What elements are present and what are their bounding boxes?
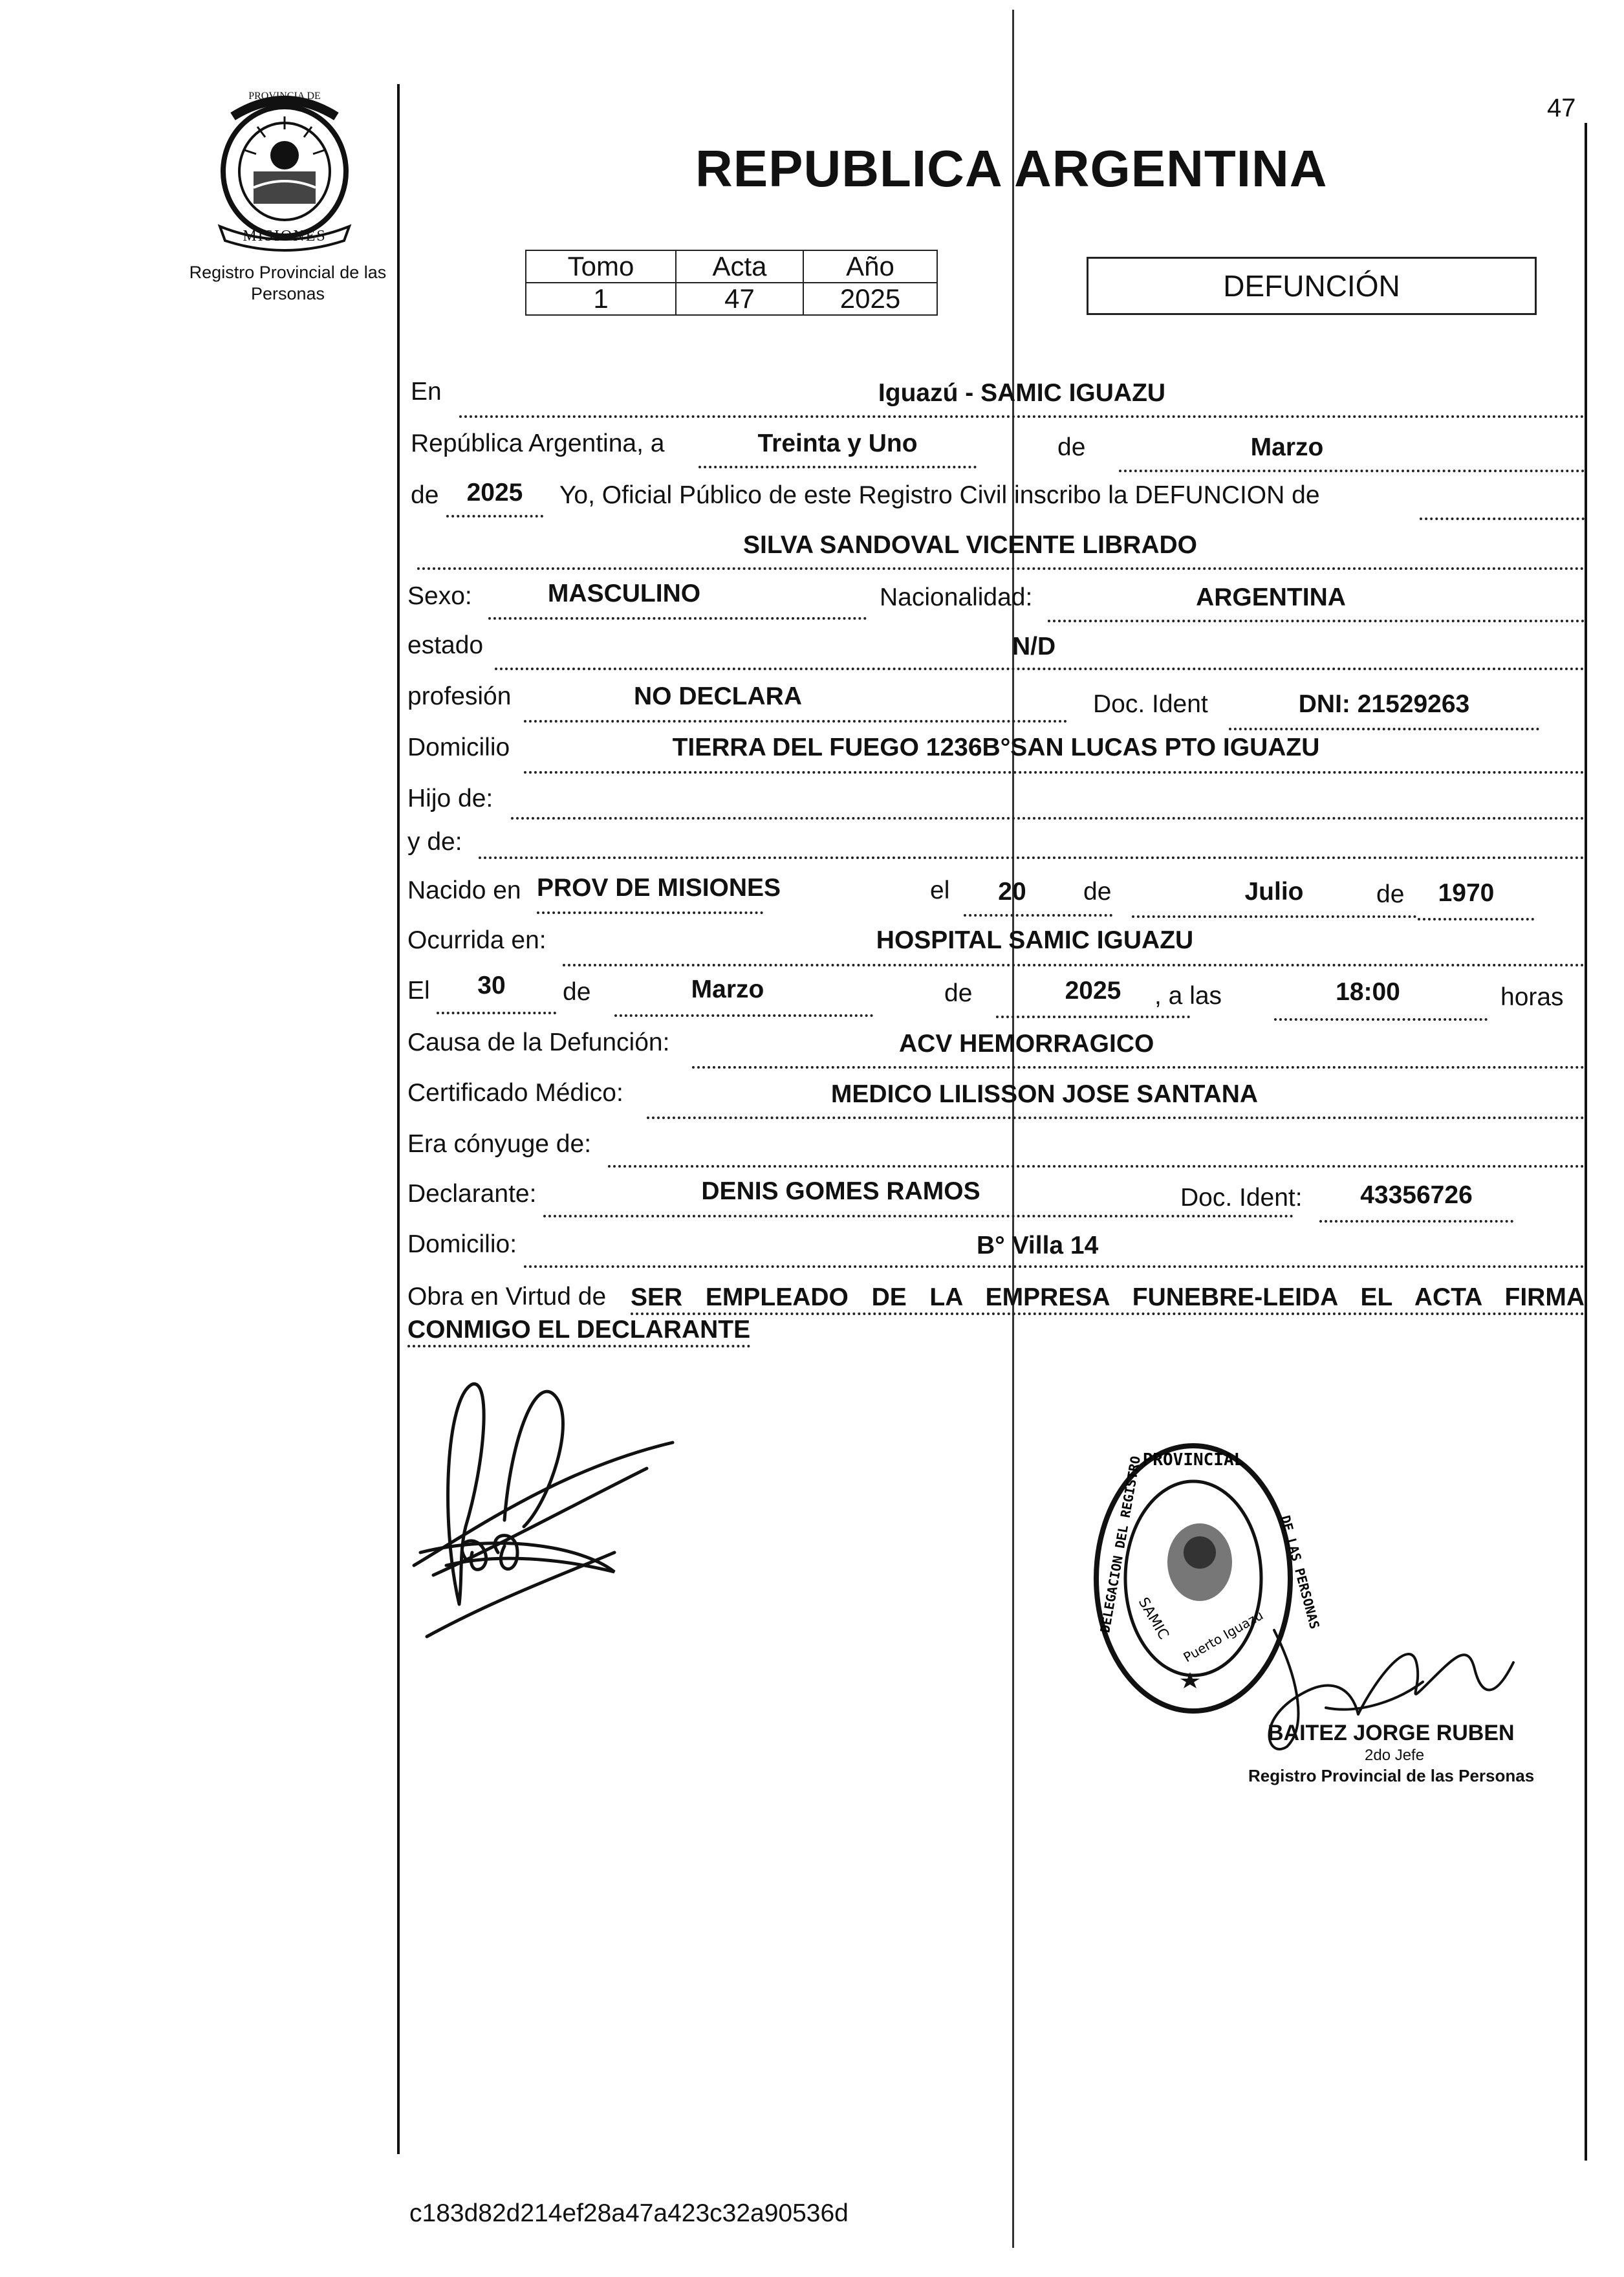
svg-text:DE LAS PERSONAS: DE LAS PERSONAS — [1277, 1514, 1323, 1631]
nacionalidad-value: ARGENTINA — [1196, 583, 1346, 611]
dotted-line — [996, 1016, 1190, 1018]
document-type-box: DEFUNCIÓN — [1087, 257, 1537, 315]
ocurrida-label: Ocurrida en: — [407, 926, 547, 954]
dotted-line — [543, 1215, 1294, 1217]
row-profesion — [407, 677, 1585, 723]
dotted-line — [511, 817, 1585, 820]
dotted-line — [495, 668, 1585, 670]
domicilio-label: Domicilio — [407, 734, 510, 761]
obra-line1: SER EMPLEADO DE LA EMPRESA FUNEBRE-LEIDA EL ACTA FIRMA — [631, 1283, 1585, 1315]
de-label: de — [1376, 880, 1405, 908]
sexo-value: MASCULINO — [547, 580, 701, 607]
row-fecha-inscripcion — [407, 427, 1585, 472]
anio-value: 2025 — [803, 283, 937, 315]
domicilio-value: TIERRA DEL FUEGO 1236B°SAN LUCAS PTO IGUAZU — [672, 734, 1320, 761]
estado-value: N/D — [1012, 633, 1056, 660]
obra-line2: CONMIGO EL DECLARANTE — [407, 1315, 750, 1347]
nacido-label: Nacido en — [407, 877, 521, 904]
logo-text-top: PROVINCIA DE — [248, 91, 321, 102]
de-label: de — [411, 481, 439, 509]
dotted-line — [417, 567, 1585, 570]
estado-label: estado — [407, 631, 484, 659]
record-table — [525, 250, 938, 316]
doc-value: DNI: 21529263 — [1298, 690, 1470, 718]
de-label: de — [1057, 433, 1086, 461]
row-fecha-defuncion — [407, 969, 1585, 1014]
right-margin-rule — [1585, 123, 1587, 2161]
row-nombre — [407, 527, 1585, 572]
row-domicilio-declarante — [407, 1223, 1585, 1268]
causa-label: Causa de la Defunción: — [407, 1029, 670, 1056]
row-sexo — [407, 577, 1585, 622]
nacionalidad-label: Nacionalidad: — [880, 583, 1033, 611]
profesion-value: NO DECLARA — [634, 682, 802, 710]
official-org: Registro Provincial de las Personas — [1248, 1766, 1535, 1785]
de-label: de — [1083, 878, 1112, 906]
nacido-en-value: PROV DE MISIONES — [537, 874, 781, 902]
dotted-line — [698, 466, 977, 468]
logo-text-bottom: MISIONES — [243, 228, 327, 245]
page-title: REPUBLICA ARGENTINA — [695, 140, 1328, 197]
dotted-line — [1420, 518, 1585, 520]
acta-header: Acta — [676, 250, 803, 283]
document-hash: c183d82d214ef28a47a423c32a90536d — [409, 2199, 849, 2227]
dotted-line — [488, 617, 867, 620]
dotted-line — [563, 964, 1585, 966]
dotted-line — [964, 914, 1112, 917]
declarant-signature — [401, 1358, 692, 1643]
dotted-line — [1119, 470, 1585, 472]
causa-value: ACV HEMORRAGICO — [899, 1030, 1154, 1058]
hora-value: 18:00 — [1336, 978, 1400, 1006]
row-hijo — [407, 779, 1585, 825]
certificado-value: MEDICO LILISSON JOSE SANTANA — [830, 1080, 1259, 1108]
republica-label: República Argentina, a — [411, 430, 665, 457]
oficial-text: Yo, Oficial Público de este Registro Civil inscribo la DEFUNCION de — [559, 481, 1320, 509]
misiones-coat-of-arms-logo — [207, 91, 362, 246]
dotted-line — [1048, 620, 1585, 622]
ocurrida-value: HOSPITAL SAMIC IGUAZU — [876, 926, 1194, 954]
nac-mes-value: Julio — [1244, 878, 1304, 906]
deceased-name-value: SILVA SANDOVAL VICENTE LIBRADO — [742, 531, 1198, 559]
svg-text:SAMIC: SAMIC — [1134, 1595, 1172, 1642]
dotted-line — [479, 856, 1585, 859]
page-number: 47 — [1547, 94, 1576, 122]
domicilio2-value: B° Villa 14 — [977, 1232, 1099, 1259]
row-nacido — [407, 869, 1585, 914]
left-margin-rule — [397, 84, 400, 2154]
nac-dia-value: 20 — [998, 878, 1026, 906]
row-ocurrida — [407, 920, 1585, 965]
place-value: Iguazú - SAMIC IGUAZU — [878, 379, 1166, 407]
row-obra — [407, 1278, 1585, 1355]
fall-anio-value: 2025 — [1065, 977, 1121, 1005]
dotted-line — [692, 1066, 1585, 1069]
dotted-line — [537, 911, 763, 914]
row-declarante — [407, 1172, 1585, 1217]
declarante-value: DENIS GOMES RAMOS — [701, 1177, 980, 1205]
doc-label: Doc. Ident — [1093, 690, 1208, 718]
nac-anio-value: 1970 — [1438, 879, 1495, 907]
dotted-line — [524, 720, 1067, 723]
doc2-value: 43356726 — [1360, 1181, 1473, 1209]
svg-text:DELEGACION DEL REGISTRO: DELEGACION DEL REGISTRO — [1097, 1454, 1144, 1634]
anio-header: Año — [803, 250, 937, 283]
row-domicilio — [407, 730, 1585, 775]
doc2-label: Doc. Ident: — [1180, 1184, 1303, 1212]
row-certificado — [407, 1071, 1585, 1117]
svg-text:Puerto Iguazú: Puerto Iguazú — [1180, 1607, 1266, 1666]
registry-name: Registro Provincial de las Personas — [189, 263, 387, 303]
row-conyuge — [407, 1122, 1585, 1168]
horas-label: horas — [1500, 983, 1564, 1011]
certificado-label: Certificado Médico: — [407, 1079, 623, 1107]
official-role: 2do Jefe — [1365, 1747, 1425, 1764]
de-label: de — [944, 979, 973, 1007]
de-label: de — [563, 978, 591, 1006]
fall-mes-value: Marzo — [691, 975, 764, 1003]
dotted-line — [437, 1012, 556, 1014]
obra-label: Obra en Virtud de — [407, 1283, 607, 1311]
acta-value: 47 — [676, 283, 803, 315]
official-name: BAITEZ JORGE RUBEN — [1268, 1721, 1515, 1745]
fall-dia-value: 30 — [477, 972, 506, 999]
sexo-label: Sexo: — [407, 582, 472, 610]
en-label: En — [411, 378, 442, 406]
tomo-value: 1 — [526, 283, 676, 315]
anio-inscripcion-value: 2025 — [466, 479, 523, 507]
dotted-line — [608, 1165, 1585, 1168]
domicilio2-label: Domicilio: — [407, 1230, 517, 1258]
dotted-line — [524, 1265, 1585, 1268]
alas-label: , a las — [1154, 982, 1222, 1010]
row-causa — [407, 1021, 1585, 1066]
svg-text:PROVINCIAL: PROVINCIAL — [1142, 1450, 1244, 1470]
yde-label: y de: — [407, 828, 462, 856]
dotted-line — [647, 1117, 1585, 1119]
row-en — [407, 375, 1585, 420]
profesion-label: profesión — [407, 682, 512, 710]
dotted-line — [524, 771, 1585, 774]
dotted-line — [614, 1014, 873, 1017]
declarante-label: Declarante: — [407, 1180, 537, 1208]
conyuge-label: Era cónyuge de: — [407, 1130, 592, 1158]
row-oficial — [407, 477, 1585, 523]
dotted-line — [1132, 915, 1416, 918]
el-label: El — [407, 977, 430, 1005]
row-y-de — [407, 823, 1585, 868]
mes-inscripcion-value: Marzo — [1250, 433, 1324, 461]
hijo-label: Hijo de: — [407, 785, 493, 812]
dia-letras-value: Treinta y Uno — [757, 430, 918, 457]
row-estado — [407, 627, 1585, 673]
dotted-line — [459, 415, 1585, 418]
dotted-line — [446, 515, 543, 518]
tomo-header: Tomo — [526, 250, 676, 283]
el-label: el — [930, 877, 950, 904]
